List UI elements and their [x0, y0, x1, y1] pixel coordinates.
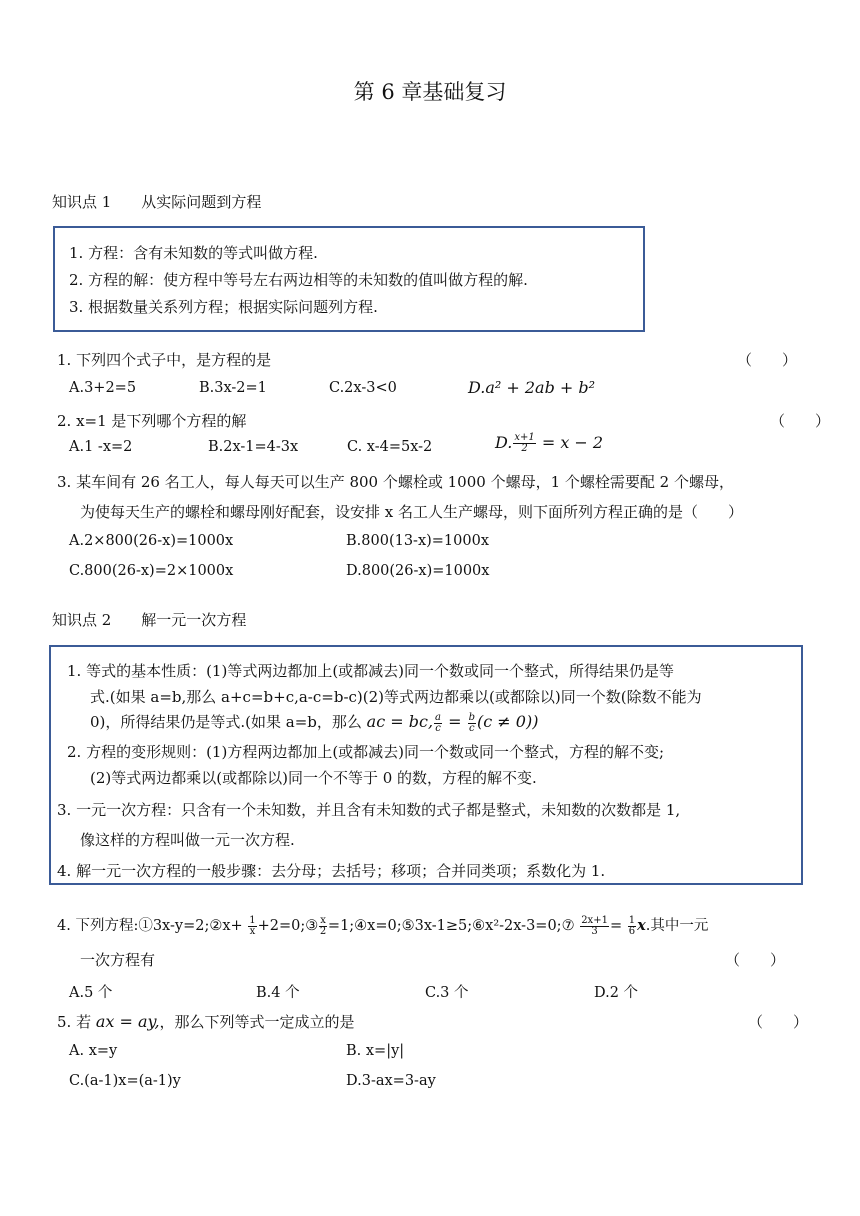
box2-l3-fraction-b — [468, 713, 476, 734]
q4-part-5: x — [637, 917, 646, 934]
section-1-heading: 知识点 1 从实际问题到方程 — [52, 193, 262, 211]
box2-rule-1-line-2: 式.(如果 a=b,那么 a+c=b+c,a-c=b-c)(2)等式两边都乘以(或都除以)同一个数(除数不能为 — [90, 688, 702, 706]
q4-option-d: D.2 个 — [594, 985, 639, 1001]
section-1-box — [53, 226, 645, 332]
q5-prefix: 5. 若 — [57, 1013, 96, 1031]
q1-answer-paren: （ ） — [737, 351, 798, 369]
page-title: 第 6 章基础复习 — [353, 80, 507, 104]
box2-rule-3-line-1: 3. 一元一次方程：只含有一个未知数，并且含有未知数的式子都是整式，未知数的次数都是 1, — [57, 801, 681, 819]
q2-stem: 2. x=1 是下列哪个方程的解 — [57, 412, 247, 430]
box1-item-1: 1. 方程：含有未知数的等式叫做方程. — [69, 244, 318, 262]
box2-l3-equals: = — [443, 712, 467, 731]
box1-item-3: 3. 根据数量关系列方程；根据实际问题列方程. — [69, 298, 378, 316]
q4-part-6: .其中一元 — [645, 918, 709, 934]
q4-line-2: 一次方程有 — [80, 951, 156, 969]
q4-f1-num: 1 — [249, 914, 256, 926]
q1-option-c: C.2x-3<0 — [329, 380, 397, 396]
box2-rule-1-line-3 — [90, 711, 538, 734]
q4-f4-den: 6 — [628, 925, 636, 937]
q4-fraction-2 — [319, 916, 327, 937]
q4-f2-num: x — [320, 914, 326, 926]
box2-l3-fb-num: b — [468, 711, 475, 723]
q4-fraction-3 — [580, 916, 609, 937]
box2-l3-fraction-a — [434, 713, 442, 734]
q5-answer-paren: （ ） — [748, 1013, 809, 1031]
box2-rule-3-line-2: 像这样的方程叫做一元一次方程. — [80, 831, 295, 849]
q2-answer-paren: （ ） — [770, 412, 831, 430]
q4-fraction-1 — [248, 916, 256, 937]
section-2-heading: 知识点 2 解一元一次方程 — [52, 611, 247, 629]
q2-option-c: C. x-4=5x-2 — [347, 439, 433, 455]
q2-d-fraction — [513, 433, 535, 454]
q1-stem: 1. 下列四个式子中，是方程的是 — [57, 351, 272, 369]
q4-fraction-4 — [628, 916, 636, 937]
q4-f3-den: 3 — [591, 925, 598, 937]
box2-rule-4: 4. 解一元一次方程的一般步骤：去分母；去括号；移项；合并同类项；系数化为 1. — [57, 862, 606, 880]
q2-d-denominator: 2 — [521, 443, 528, 454]
q5-option-a: A. x=y — [69, 1043, 118, 1059]
q4-stem — [57, 914, 708, 937]
q4-option-c: C.3 个 — [425, 985, 469, 1001]
q5-math: ax = ay, — [95, 1012, 160, 1031]
box2-l3-fb-den: c — [468, 722, 475, 734]
q4-part-1: 4. 下列方程:①3x-y=2;②x+ — [57, 918, 248, 934]
q1-option-a: A.3+2=5 — [69, 380, 137, 396]
q2-d-suffix: = x − 2 — [536, 433, 604, 452]
q5-stem — [57, 1011, 355, 1032]
q1-option-b: B.3x-2=1 — [199, 380, 267, 396]
q4-f3-num: 2x+1 — [581, 914, 608, 926]
box2-rule-2-line-1: 2. 方程的变形规则：(1)方程两边都加上(或都减去)同一个数或同一个整式，方程的解不变; — [67, 743, 665, 761]
q3-option-c: C.800(26-x)=2×1000x — [69, 563, 234, 579]
q5-option-d: D.3-ax=3-ay — [346, 1073, 436, 1089]
q2-d-prefix: D. — [495, 433, 513, 452]
q5-suffix: ，那么下列等式一定成立的是 — [159, 1013, 355, 1031]
box2-l3-prefix: 0)，所得结果仍是等式.(如果 a=b，那么 — [90, 713, 367, 731]
q4-part-4: = — [609, 918, 627, 934]
box2-rule-1-line-1: 1. 等式的基本性质：(1)等式两边都加上(或都减去)同一个数或同一个整式，所得结果仍是等 — [67, 662, 675, 680]
q4-f1-den: x — [249, 925, 256, 937]
q4-part-3: =1;④x=0;⑤3x-1≥5;⑥x²-2x-3=0;⑦ — [327, 918, 580, 934]
box2-rule-2-line-2: (2)等式两边都乘以(或都除以)同一个不等于 0 的数，方程的解不变. — [90, 769, 537, 787]
q2-option-a: A.1 -x=2 — [69, 439, 133, 455]
q3-option-a: A.2×800(26-x)=1000x — [69, 533, 234, 549]
q3-option-b: B.800(13-x)=1000x — [346, 533, 490, 549]
q3-line-1: 3. 某车间有 26 名工人，每人每天可以生产 800 个螺栓或 1000 个螺母，1 个螺栓需要配 2 个螺母， — [57, 473, 734, 491]
q3-option-d: D.800(26-x)=1000x — [346, 563, 490, 579]
q2-d-numerator: x+1 — [514, 432, 535, 443]
q4-option-b: B.4 个 — [256, 985, 300, 1001]
section-2-box — [49, 645, 803, 885]
q4-f4-num: 1 — [628, 914, 636, 926]
q4-part-2: +2=0;③ — [257, 918, 319, 934]
box2-l3-tail: (c ≠ 0)) — [477, 712, 539, 731]
box2-l3-fa-num: a — [435, 711, 442, 723]
q4-f2-den: 2 — [319, 925, 327, 937]
q4-option-a: A.5 个 — [69, 985, 113, 1001]
q2-option-b: B.2x-1=4-3x — [208, 439, 299, 455]
q1-option-d: D.a² + 2ab + b² — [468, 378, 596, 397]
box2-l3-math: ac = bc, — [366, 712, 434, 731]
q5-option-c: C.(a-1)x=(a-1)y — [69, 1073, 181, 1089]
q5-option-b: B. x=|y| — [346, 1043, 405, 1059]
box1-item-2: 2. 方程的解：使方程中等号左右两边相等的未知数的值叫做方程的解. — [69, 271, 528, 289]
box2-l3-fa-den: c — [435, 722, 441, 734]
q2-option-d — [495, 433, 603, 454]
q3-line-2: 为使每天生产的螺栓和螺母刚好配套，设安排 x 名工人生产螺母，则下面所列方程正确的是（ ） — [80, 503, 744, 521]
q4-answer-paren: （ ） — [725, 951, 786, 969]
